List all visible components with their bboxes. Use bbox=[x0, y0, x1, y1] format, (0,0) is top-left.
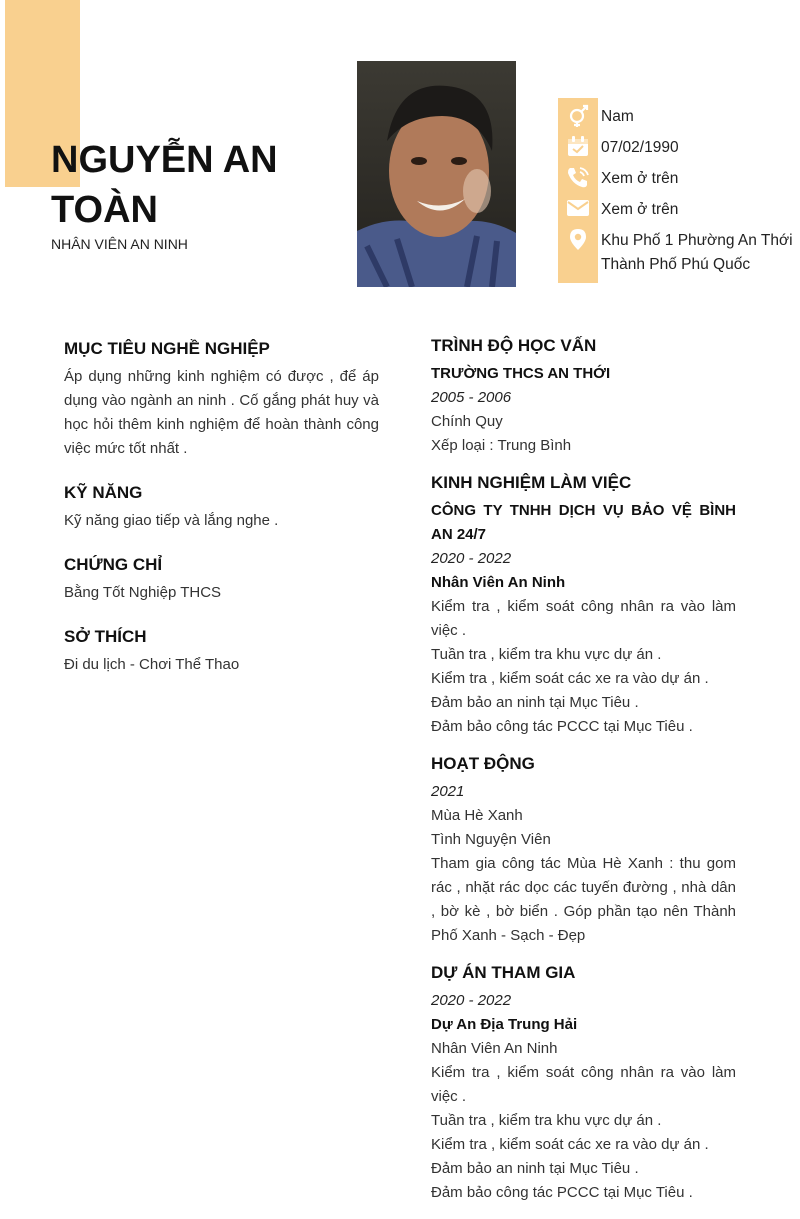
education-grade: Xếp loại : Trung Bình bbox=[431, 437, 572, 454]
projects-duty: Tuần tra , kiểm tra khu vực dự án . bbox=[431, 1112, 662, 1129]
objective-section bbox=[64, 337, 379, 461]
contact-phone-text: Xem ở trên bbox=[601, 170, 679, 187]
hobbies-text: Đi du lịch - Chơi Thể Thao bbox=[64, 656, 240, 673]
skills-section bbox=[64, 481, 379, 533]
projects-duty: Đảm bảo công tác PCCC tại Mục Tiêu . bbox=[431, 1184, 693, 1201]
skills-text: Kỹ năng giao tiếp và lắng nghe . bbox=[64, 512, 279, 529]
certificates-text: Bằng Tốt Nghiệp THCS bbox=[64, 584, 222, 601]
experience-duty: Đảm bảo an ninh tại Mục Tiêu . bbox=[431, 694, 639, 711]
contact-birthdate-text: 07/02/1990 bbox=[601, 139, 679, 156]
contact-gender-text: Nam bbox=[601, 108, 634, 125]
activities-section bbox=[431, 752, 736, 948]
activities-year: 2021 bbox=[431, 783, 465, 800]
contact-phone bbox=[558, 163, 798, 191]
calendar-icon bbox=[564, 134, 592, 158]
hobbies-section bbox=[64, 625, 379, 677]
experience-period: 2020 - 2022 bbox=[431, 550, 512, 567]
activities-title: HOẠT ĐỘNG bbox=[431, 754, 535, 773]
experience-title: KINH NGHIỆM LÀM VIỆC bbox=[431, 473, 632, 492]
education-title: TRÌNH ĐỘ HỌC VẤN bbox=[431, 336, 597, 355]
contact-address-text: Khu Phố 1 Phường An Thới Thành Phố Phú Quốc bbox=[601, 232, 793, 273]
skills-title: KỸ NĂNG bbox=[64, 483, 143, 502]
activities-description: Tham gia công tác Mùa Hè Xanh : thu gom rác , nhặt rác dọc các tuyến đường , nhà dân , bờ kè , bờ biển . Góp phần tạo nên Thành Phố Xanh - Sạch - Đẹp bbox=[431, 855, 736, 944]
left-column bbox=[64, 337, 379, 697]
experience-duty: Đảm bảo công tác PCCC tại Mục Tiêu . bbox=[431, 718, 693, 735]
education-school: TRƯỜNG THCS AN THỚI bbox=[431, 365, 611, 382]
activities-role: Tình Nguyện Viên bbox=[431, 831, 551, 848]
contact-address bbox=[558, 225, 798, 273]
job-title: NHÂN VIÊN AN NINH bbox=[51, 236, 188, 252]
education-period: 2005 - 2006 bbox=[431, 389, 512, 406]
education-type: Chính Quy bbox=[431, 413, 503, 430]
gender-icon bbox=[564, 103, 592, 127]
candidate-name: NGUYỄN AN TOÀN bbox=[51, 139, 278, 231]
contact-gender bbox=[558, 101, 798, 129]
activities-name: Mùa Hè Xanh bbox=[431, 807, 523, 824]
objective-title: MỤC TIÊU NGHỀ NGHIỆP bbox=[64, 339, 270, 358]
experience-duty: Tuần tra , kiểm tra khu vực dự án . bbox=[431, 646, 662, 663]
location-icon bbox=[564, 227, 592, 251]
hobbies-title: SỞ THÍCH bbox=[64, 627, 147, 646]
objective-text: Áp dụng những kinh nghiệm có được , để áp dụng vào ngành an ninh . Cố gắng phát huy và học hỏi thêm kinh nghiệm để hoàn thành công việc mức tốt nhất . bbox=[64, 368, 379, 457]
certificates-title: CHỨNG CHỈ bbox=[64, 555, 163, 574]
experience-duty: Kiểm tra , kiểm soát công nhân ra vào làm việc . bbox=[431, 598, 736, 639]
contact-email bbox=[558, 194, 798, 222]
certificates-section bbox=[64, 553, 379, 605]
right-column bbox=[431, 334, 736, 1218]
experience-duty: Kiểm tra , kiểm soát các xe ra vào dự án . bbox=[431, 670, 709, 687]
contact-email-text: Xem ở trên bbox=[601, 201, 679, 218]
email-icon bbox=[564, 196, 592, 220]
projects-name: Dự An Địa Trung Hải bbox=[431, 1016, 578, 1033]
projects-duty: Kiểm tra , kiểm soát các xe ra vào dự án . bbox=[431, 1136, 709, 1153]
projects-duty: Đảm bảo an ninh tại Mục Tiêu . bbox=[431, 1160, 639, 1177]
projects-period: 2020 - 2022 bbox=[431, 992, 512, 1009]
experience-position: Nhân Viên An Ninh bbox=[431, 574, 566, 591]
projects-title: DỰ ÁN THAM GIA bbox=[431, 963, 576, 982]
experience-section bbox=[431, 471, 736, 739]
profile-photo bbox=[357, 61, 516, 287]
projects-section bbox=[431, 961, 736, 1205]
education-section bbox=[431, 334, 736, 458]
projects-duty: Kiểm tra , kiểm soát công nhân ra vào làm việc . bbox=[431, 1064, 736, 1105]
experience-company: CÔNG TY TNHH DỊCH VỤ BẢO VỆ BÌNH AN 24/7 bbox=[431, 502, 736, 543]
projects-role: Nhân Viên An Ninh bbox=[431, 1040, 558, 1057]
phone-icon bbox=[564, 165, 592, 189]
contact-birthdate bbox=[558, 132, 798, 160]
